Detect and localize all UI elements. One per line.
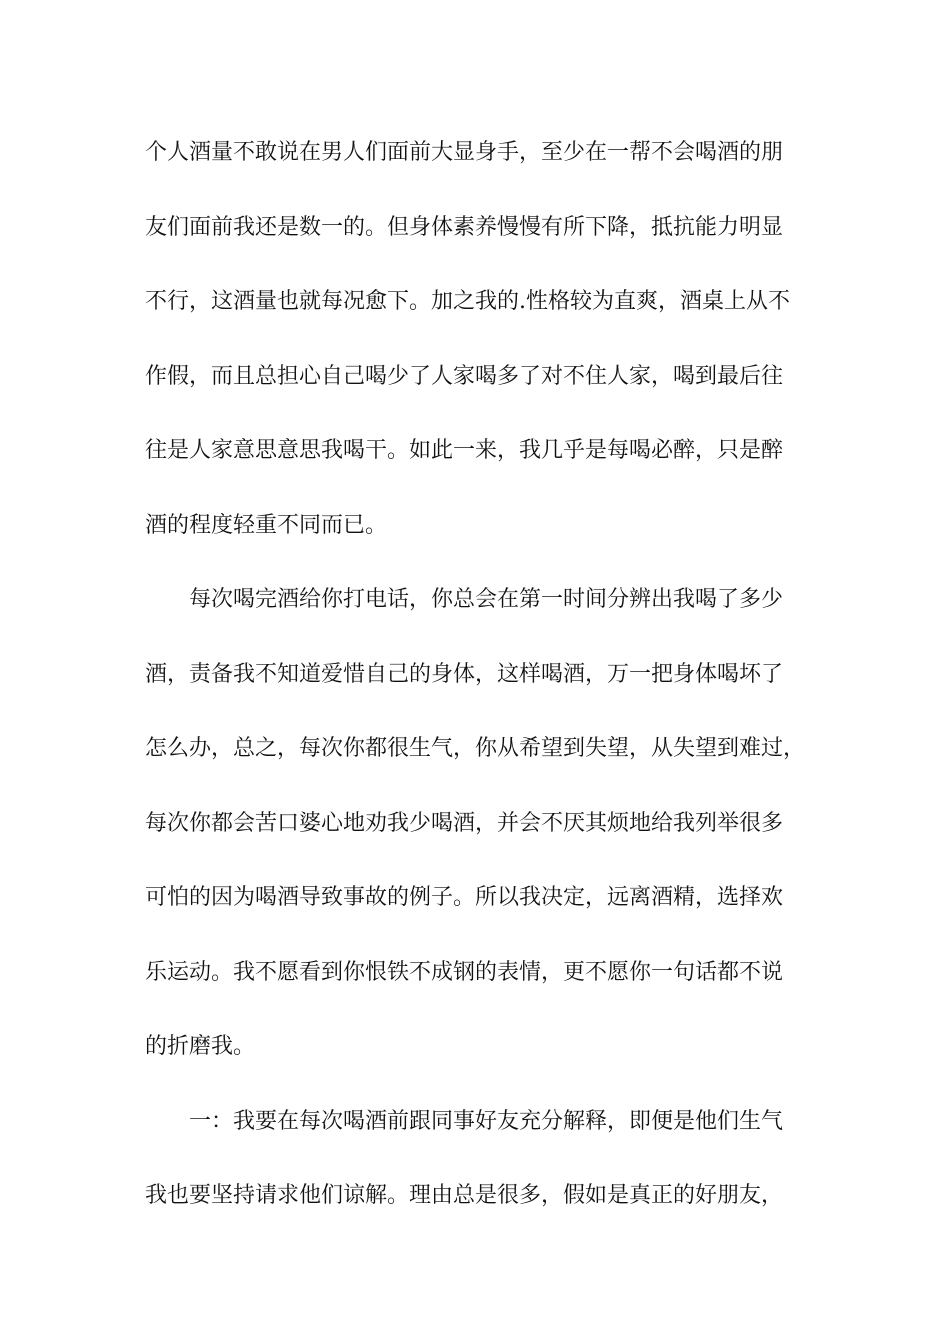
text-line: 酒，责备我不知道爱惜自己的身体，这样喝酒，万一把身体喝坏了 <box>145 661 784 687</box>
text-line: 怎么办，总之，每次你都很生气，你从希望到失望，从失望到难过， <box>145 736 806 761</box>
paragraph-first-line: 每次喝完酒给你打电话，你总会在第一时间分辨出我喝了多少 <box>189 587 784 612</box>
text-line: 酒的程度轻重不同而已。 <box>145 512 388 538</box>
body-text <box>145 128 825 1246</box>
text-line: 友们面前我还是数一的。但身体素养慢慢有所下降，抵抗能力明显 <box>145 214 784 240</box>
text-line: 可怕的因为喝酒导致事故的例子。所以我决定，远离酒精，选择欢 <box>145 885 784 910</box>
text-line: 往是人家意思意思我喝干。如此一来，我几乎是每喝必醉，只是醉 <box>145 438 784 463</box>
text-line: 每次你都会苦口婆心地劝我少喝酒，并会不厌其烦地给我列举很多 <box>145 810 784 836</box>
text-line: 我也要坚持请求他们谅解。理由总是很多，假如是真正的好朋友， <box>145 1183 784 1208</box>
text-line: 作假，而且总担心自己喝少了人家喝多了对不住人家，喝到最后往 <box>145 363 784 389</box>
text-line: 的折磨我。 <box>145 1034 256 1059</box>
text-line: 乐运动。我不愿看到你恨铁不成钢的表情，更不愿你一句话都不说 <box>145 959 784 985</box>
text-line: 个人酒量不敢说在男人们面前大显身手，至少在一帮不会喝酒的朋 <box>145 140 784 165</box>
text-line: 不行，这酒量也就每况愈下。加之我的.性格较为直爽，酒桌上从不 <box>145 289 790 314</box>
paragraph-first-line: 一：我要在每次喝酒前跟同事好友充分解释，即便是他们生气 <box>189 1108 784 1134</box>
